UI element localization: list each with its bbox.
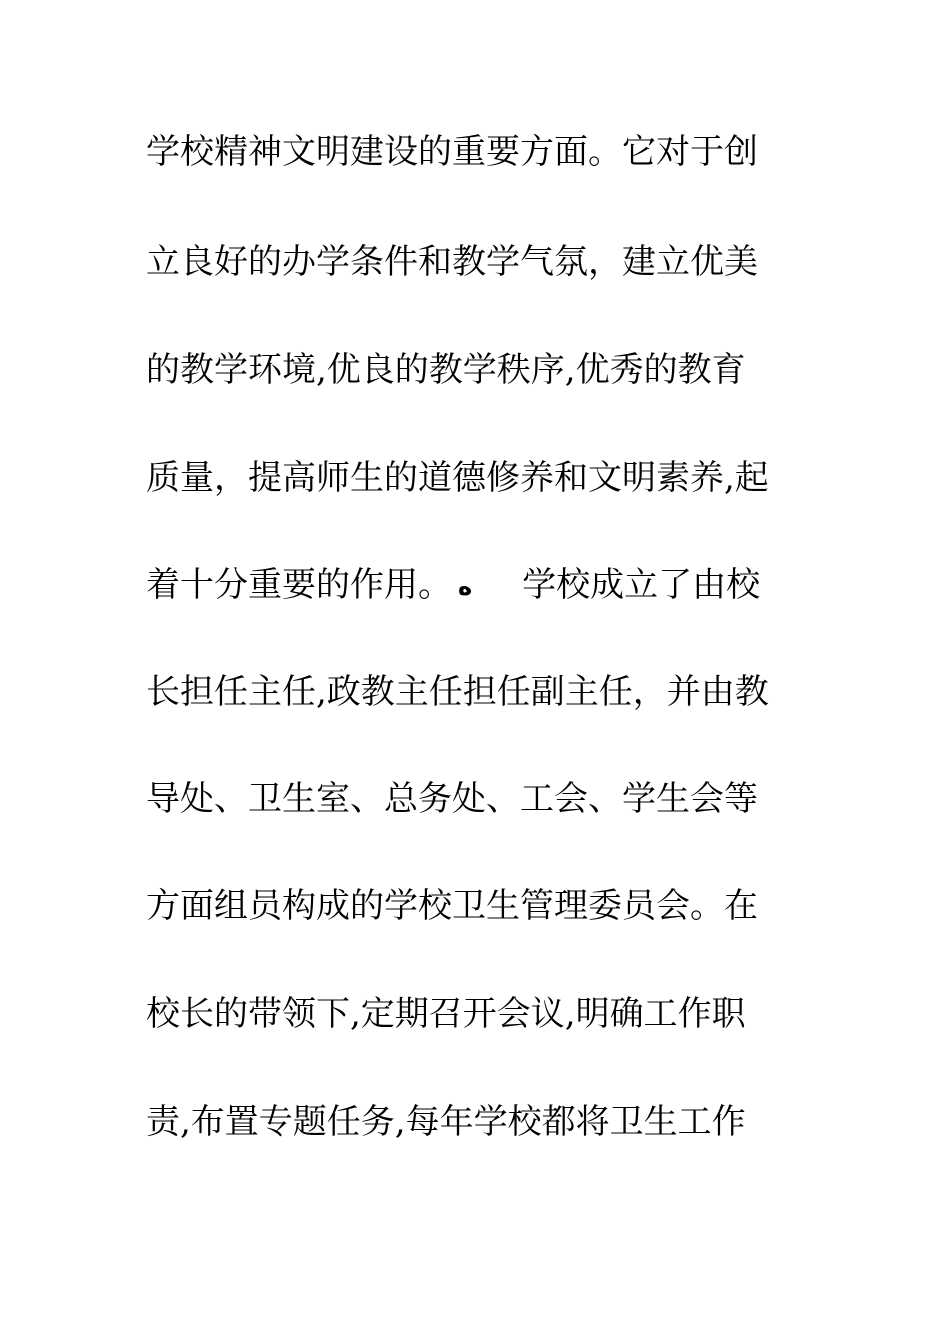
paragraph-line-5-head: 着十分重要的作用。 [146,565,452,605]
paragraph-line-3: 的教学环境,优良的教学秩序,优秀的教育 [146,350,746,390]
paragraph-line-6: 长担任主任,政教主任担任副主任，并由教 [146,672,769,712]
paragraph-line-1: 学校精神文明建设的重要方面。它对于创 [146,132,758,172]
paragraph-line-5 [146,563,826,607]
paragraph-line-9: 校长的带领下,定期召开会议,明确工作职 [146,994,746,1034]
paragraph-line-2: 立良好的办学条件和教学气氛，建立优美 [146,242,758,282]
paragraph-line-8: 方面组员构成的学校卫生管理委员会。在 [146,886,758,926]
stray-glyph-mark: ه [458,573,473,601]
paragraph-line-7: 导处、卫生室、总务处、工会、学生会等 [146,779,758,819]
paragraph-line-4: 质量，提高师生的道德修养和文明素养,起 [146,458,769,498]
paragraph-line-10: 责,布置专题任务,每年学校都将卫生工作 [146,1102,746,1142]
paragraph-line-5-tail: 学校成立了由校 [522,565,761,605]
